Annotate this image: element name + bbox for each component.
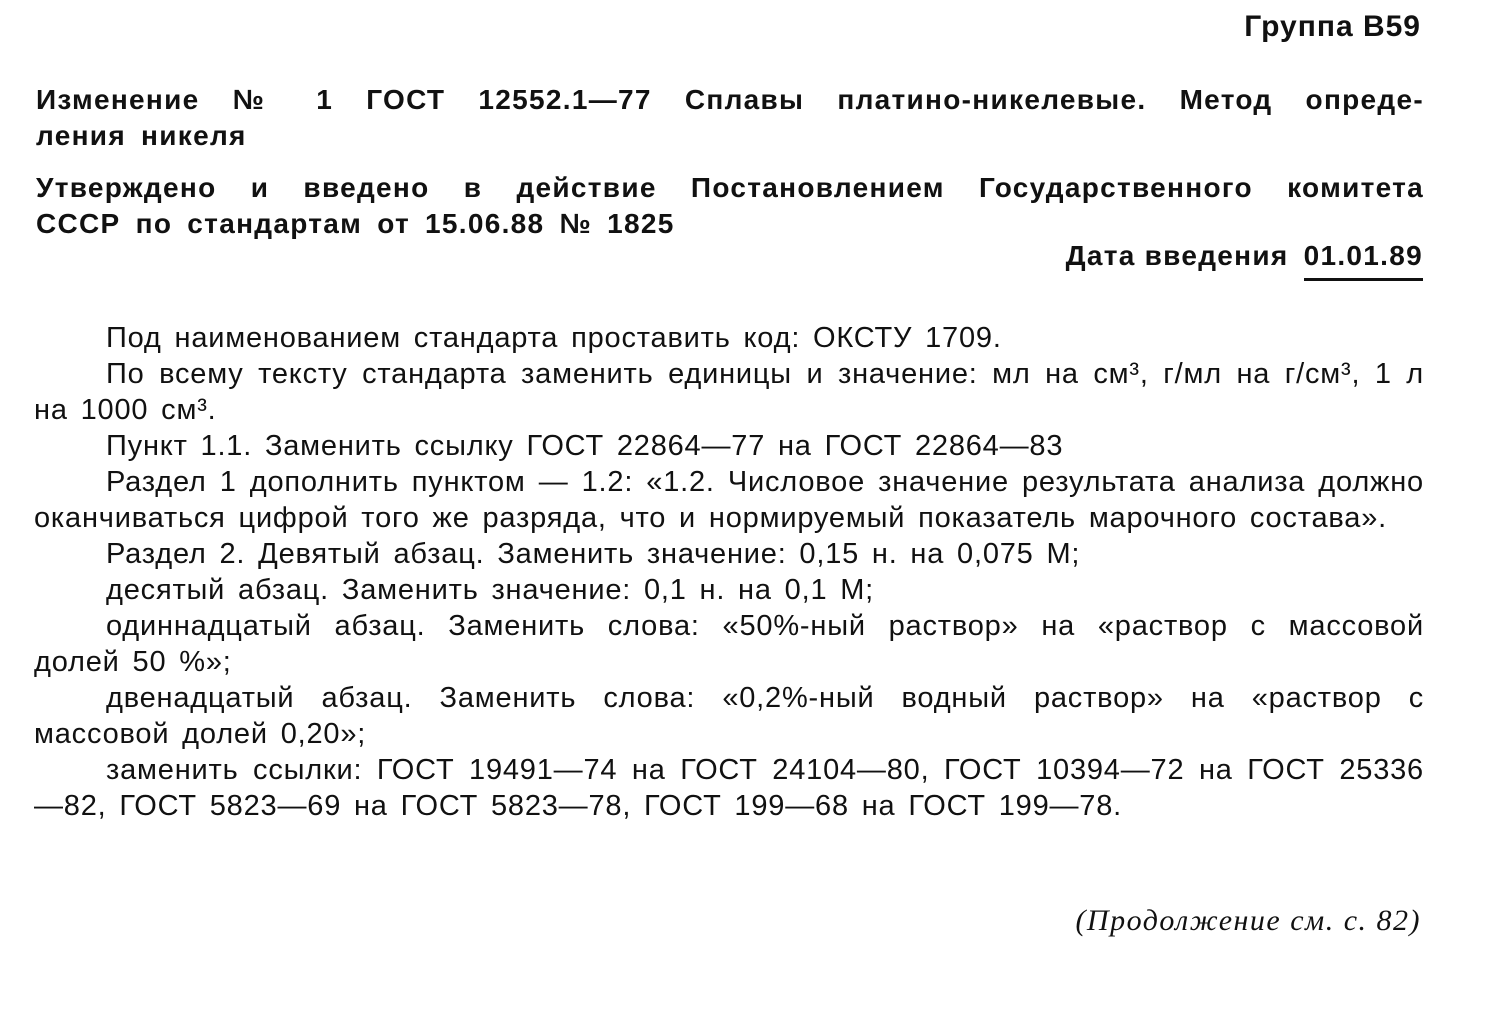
group-code: Группа В59 bbox=[1244, 10, 1421, 43]
paragraph-units: По всему тексту стандарта заменить единицы и значение: мл на см³, г/мл на г/см³, 1 л на 1000 см³. bbox=[34, 358, 1424, 426]
effective-date bbox=[1066, 240, 1423, 281]
paragraph-eleventh: одиннадцатый абзац. Заменить слова: «50%-ный раствор» на «раствор с массовой долей 50 %»; bbox=[34, 610, 1424, 678]
effective-date-label: Дата введения bbox=[1065, 240, 1289, 271]
amendment-title-line-1: Изменение № 1 ГОСТ 12552.1—77 Сплавы платино-никелевые. Метод опреде- bbox=[36, 84, 1424, 115]
approval-statement bbox=[36, 170, 1424, 242]
amendment-title bbox=[36, 82, 1424, 154]
paragraph-section-2-ninth: Раздел 2. Девятый абзац. Заменить значение: 0,15 н. на 0,075 М; bbox=[106, 538, 1081, 570]
approval-line-2: СССР по стандартам от 15.06.88 № 1825 bbox=[36, 208, 675, 239]
paragraph-okstu-code: Под наименованием стандарта проставить код: ОКСТУ 1709. bbox=[106, 322, 1002, 354]
paragraph-section-1: Раздел 1 дополнить пунктом — 1.2: «1.2. Числовое значение результата анализа должно оканчиваться цифрой того же разряда, что и нормируемый показатель марочного состава». bbox=[34, 466, 1424, 534]
paragraph-twelfth: двенадцатый абзац. Заменить слова: «0,2%-ный водный раствор» на «раствор с массовой долей 0,20»; bbox=[34, 682, 1424, 750]
amendment-title-line-2: ления никеля bbox=[36, 120, 247, 151]
continuation-note: (Продолжение см. с. 82) bbox=[1075, 904, 1421, 937]
paragraph-references: заменить ссылки: ГОСТ 19491—74 на ГОСТ 24104—80, ГОСТ 10394—72 на ГОСТ 25336—82, ГОСТ 5823—69 на ГОСТ 5823—78, ГОСТ 199—68 на ГОСТ 199—78. bbox=[34, 754, 1424, 822]
approval-line-1: Утверждено и введено в действие Постановлением Государственного комитета bbox=[36, 172, 1424, 203]
effective-date-value: 01.01.89 bbox=[1304, 240, 1423, 281]
amendment-body bbox=[34, 320, 1424, 824]
paragraph-clause-1-1: Пункт 1.1. Заменить ссылку ГОСТ 22864—77 на ГОСТ 22864—83 bbox=[106, 430, 1064, 462]
paragraph-tenth: десятый абзац. Заменить значение: 0,1 н. на 0,1 М; bbox=[106, 574, 875, 606]
